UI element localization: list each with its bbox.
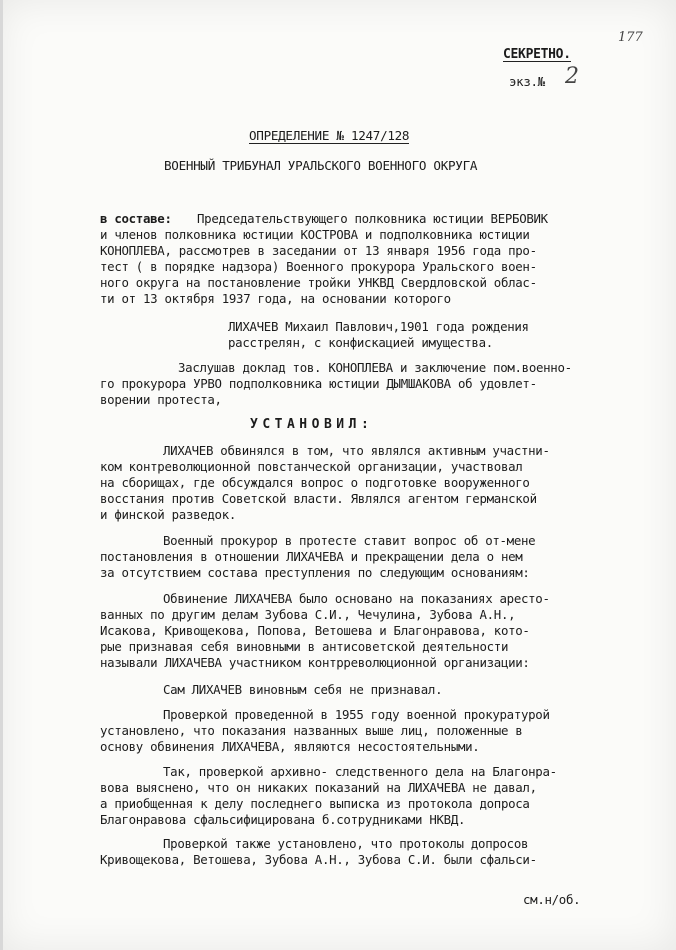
falsified-line: Кривощекова, Ветошева, Зубова А.Н., Зубова С.И. были сфальси- <box>100 852 537 867</box>
continued-note: см.н/об. <box>523 892 581 907</box>
composition-line: Председательствующего полковника юстиции ВЕРБОВИК <box>197 211 548 226</box>
check-line: Проверкой проведенной в 1955 году военной прокуратурой <box>163 707 550 722</box>
subject-sentence: расстрелян, с конфискацией имущества. <box>228 335 493 350</box>
document-title: ОПРЕДЕЛЕНИЕ № 1247/128 <box>249 128 410 143</box>
composition-line: КОНОПЛЕВА, рассмотрев в заседании от 13 января 1956 года про- <box>100 243 537 258</box>
composition-line: ного округа на постановление тройки УНКВД Свердловской облас- <box>100 275 537 290</box>
charge-line: Исакова, Кривощекова, Попова, Ветошева и Благонравова, кото- <box>100 623 530 638</box>
accusation-line: и финской разведок. <box>100 507 237 522</box>
page-number-handwritten: 177 <box>618 30 643 45</box>
accusation-line: ЛИХАЧЕВ обвинялся в том, что являлся активным участни- <box>163 443 550 458</box>
charge-line: ванных по другим делам Зубова С.И., Чечулина, Зубова А.Н., <box>100 607 516 622</box>
accusation-line: на сборищах, где обсуждался вопрос о подготовке вооруженного <box>100 475 530 490</box>
tribunal-name: ВОЕННЫЙ ТРИБУНАЛ УРАЛЬСКОГО ВОЕННОГО ОКРУГА <box>164 158 478 173</box>
secret-stamp: СЕКРЕТНО. <box>503 47 571 62</box>
heard-line: го прокурора УРВО подполковника юстиции ДЫМШАКОВА об удовлет- <box>100 376 537 391</box>
charge-line: Обвинение ЛИХАЧЕВА было основано на показаниях аресто- <box>163 591 550 606</box>
protest-line: Военный прокурор в протесте ставит вопрос об от-мене <box>163 533 536 548</box>
check-line: установлено, что показания названных выше лиц, положенные в <box>100 723 523 738</box>
composition-prefix: в составе: <box>100 211 172 226</box>
archive-line: Благонравова сфальсифицирована б.сотрудниками НКВД. <box>100 812 466 827</box>
archive-line: вова выяснено, что он никаких показаний на ЛИХАЧЕВА не давал, <box>100 780 537 795</box>
copy-label: экз.№ <box>509 74 545 89</box>
composition-line: тест ( в порядке надзора) Военного прокурора Уральского воен- <box>100 259 537 274</box>
archive-line: Так, проверкой архивно- следственного дела на Благонра- <box>163 764 557 779</box>
self-statement: Сам ЛИХАЧЕВ виновным себя не признавал. <box>163 682 443 697</box>
protest-line: за отсутствием состава преступления по следующим основаниям: <box>100 565 530 580</box>
left-page-edge <box>0 0 3 950</box>
accusation-line: восстания против Советской власти. Являлся агентом германской <box>100 491 537 506</box>
falsified-line: Проверкой также установлено, что протоколы допросов <box>163 836 529 851</box>
established-heading: УСТАНОВИЛ: <box>250 417 374 432</box>
archive-line: а приобщенная к делу последнего выписка из протокола допроса <box>100 796 530 811</box>
composition-line: ти от 13 октября 1937 года, на основании которого <box>100 291 451 306</box>
charge-line: называли ЛИХАЧЕВА участником контрреволюционной организации: <box>100 655 530 670</box>
protest-line: постановления в отношении ЛИХАЧЕВА и прекращении дела о нем <box>100 549 523 564</box>
copy-number-handwritten: 2 <box>565 64 579 89</box>
composition-line: и членов полковника юстиции КОСТРОВА и подполковника юстиции <box>100 227 530 242</box>
check-line: основу обвинения ЛИХАЧЕВА, являются несостоятельными. <box>100 739 480 754</box>
charge-line: рые признавая себя виновными в антисоветской деятельности <box>100 639 509 654</box>
heard-line: Заслушав доклад тов. КОНОПЛЕВА и заключение пом.военно- <box>178 360 572 375</box>
accusation-line: ком контреволюционной повстанческой организации, участвовал <box>100 459 523 474</box>
subject-name: ЛИХАЧЕВ Михаил Павлович,1901 года рождения <box>228 319 529 334</box>
heard-line: ворении протеста, <box>100 392 222 407</box>
